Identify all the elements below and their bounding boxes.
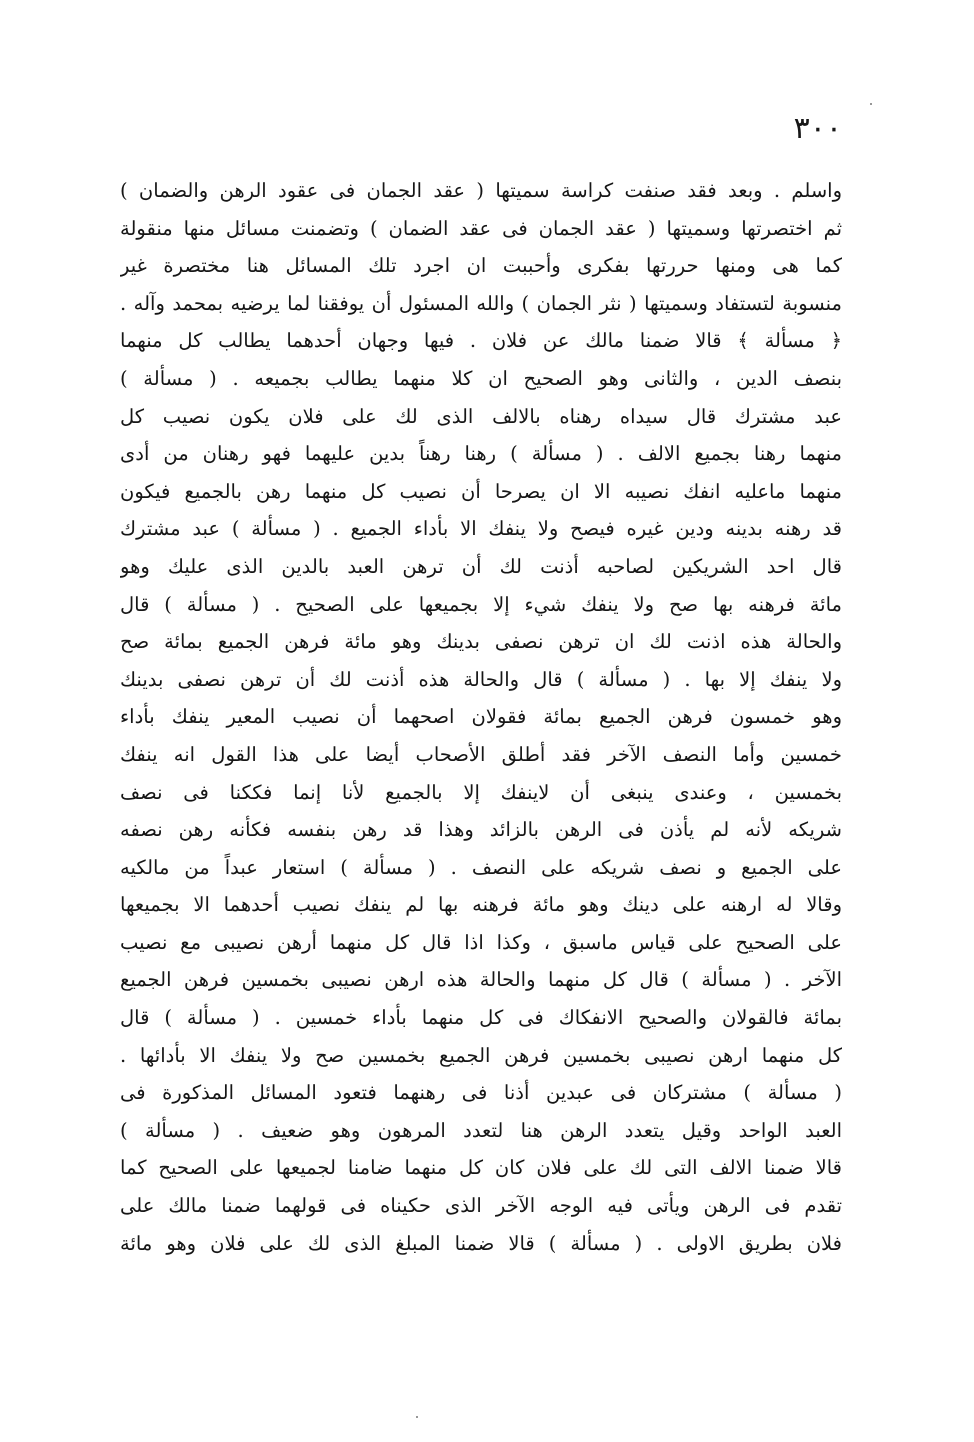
text-line: ﴿ مسألة ﴾ قالا ضمنا مالك عن فلان . فيها وجهان أحدهما يطالب كل منهما [120, 329, 842, 353]
text-line: والحالة هذه اذنت لك ان ترهن نصفى بدينك وهو مائة فرهن الجميع بمائة صح [120, 630, 842, 654]
text-line: على الصحيح على قياس ماسبق ، وكذا اذا قال كل منهما أرهن نصيبى مع نصيب [120, 930, 842, 954]
text-line: وهو خمسون فرهن الجميع بمائة فقولان اصحهما أن نصيب المعير ينفك بأداء [120, 705, 842, 729]
text-line: الآخر . ( مسألة ) قال كل منهما والحالة هذه ارهن نصيبى بخمسين فرهن الجميع [120, 968, 842, 992]
text-line: ثم اختصرتها وسميتها ( عقد الجمان فى عقد الضمان ) وتضمنت مسائل منها منقولة [120, 216, 842, 240]
text-line: وقالا له ارهنه على دينك وهو مائة فرهنه بها لم ينفك نصيب أحدهما الا بجميعها [120, 893, 842, 917]
text-line: منهما ماعليه انفك نصيبه الا ان يصرحا أن نصيب كل منهما رهن بالجميع فيكون [120, 479, 842, 503]
page-number: ٣٠٠ [793, 111, 842, 146]
text-line: ولا ينفك إلا بها . ( مسألة ) قال والحالة هذه أذنت لك أن ترهن نصفى بدينك [120, 667, 842, 691]
text-line: قالا ضمنا الالف التى لك على فلان كان كل منهما ضامنا لجميعها على الصحيح كما [120, 1156, 842, 1180]
text-line: شريكه لأنه لم يأذن فى الرهن بالزائد وهذا قد رهن بنفسه فكأنه رهن نصفه [120, 818, 842, 842]
text-line: واسلم . وبعد فقد صنفت كراسة سميتها ( عقد الجمان فى عقود الرهن والضمان ) [120, 179, 842, 202]
ink-speck [870, 103, 872, 105]
text-line: ( مسألة ) مشتركان فى عبدين أذنا فى رهنهما فتعود المسائل المذكورة فى [120, 1081, 842, 1105]
text-line: مائة فرهنه بها صح ولا ينفك شيء إلا بجميعها على الصحيح . ( مسألة ) قال [120, 592, 842, 616]
text-line: العبد الواحد وقيل يتعدد الرهن هنا لتعدد المرهون وهو ضعيف . ( مسألة ) [120, 1118, 842, 1142]
text-line: قد رهنه بدينه ودين غيره فيصح ولا ينفك الا بأداء الجميع . ( مسألة ) عبد مشترك [120, 517, 842, 541]
text-line: منسوبة لتستفاد وسميتها ( نثر الجمان ) والله المسئول أن يوفقنا لما يرضيه بمحمد وآله . [120, 291, 842, 315]
text-line: بمائة فالقولان والصحيح الانفكاك فى كل منهما بأداء خمسين . ( مسألة ) قال [120, 1006, 842, 1030]
text-line: على الجميع و نصف شريكه على النصف . ( مسألة ) استعار عبداً من مالكيه [120, 855, 842, 879]
text-line: بنصف الدين ، والثانى وهو الصحيح ان كلا منهما يطالب بجميعه . ( مسألة ) [120, 366, 842, 390]
text-line: قال احد الشريكين لصاحبه أذنت لك أن ترهن العبد بالدين الذى عليك وهو [120, 554, 842, 578]
text-line: فلان بطريق الاولى . ( مسألة ) قالا ضمنا المبلغ الذى لك على فلان وهو مائة [120, 1231, 842, 1255]
body-text [120, 172, 842, 1262]
text-line: خمسين وأما النصف الآخر فقد أطلق الأصحاب أيضا على هذا القول انه ينفك [120, 742, 842, 766]
text-line: عبد مشترك قال سيداه رهناه بالالف الذى لك على فلان يكون نصيب كل [120, 404, 842, 428]
text-line: كما هى ومنها حررتها بفكرى وأحببت ان اجرد تلك المسائل هنا مختصرة غير [120, 254, 842, 278]
text-line: بخمسين ، وعندى ينبغى أن لاينفك إلا بالجميع لأنا إنما فككنا فى نصف [120, 780, 842, 804]
text-line: كل منهما ارهن نصيبى بخمسين فرهن الجميع بخمسين صح ولا ينفك الا بأدائها . [120, 1043, 842, 1067]
text-line: تقدم فى الرهن ويأتى فيه الوجه الآخر الذى حكيناه فى قولهما ضمنا مالك على [120, 1194, 842, 1218]
ink-speck [416, 1416, 418, 1418]
text-line: منهما رهنا بجميع الالف . ( مسألة ) رهنا رهناً بدين عليهما فهو رهنان من أدى [120, 442, 842, 466]
